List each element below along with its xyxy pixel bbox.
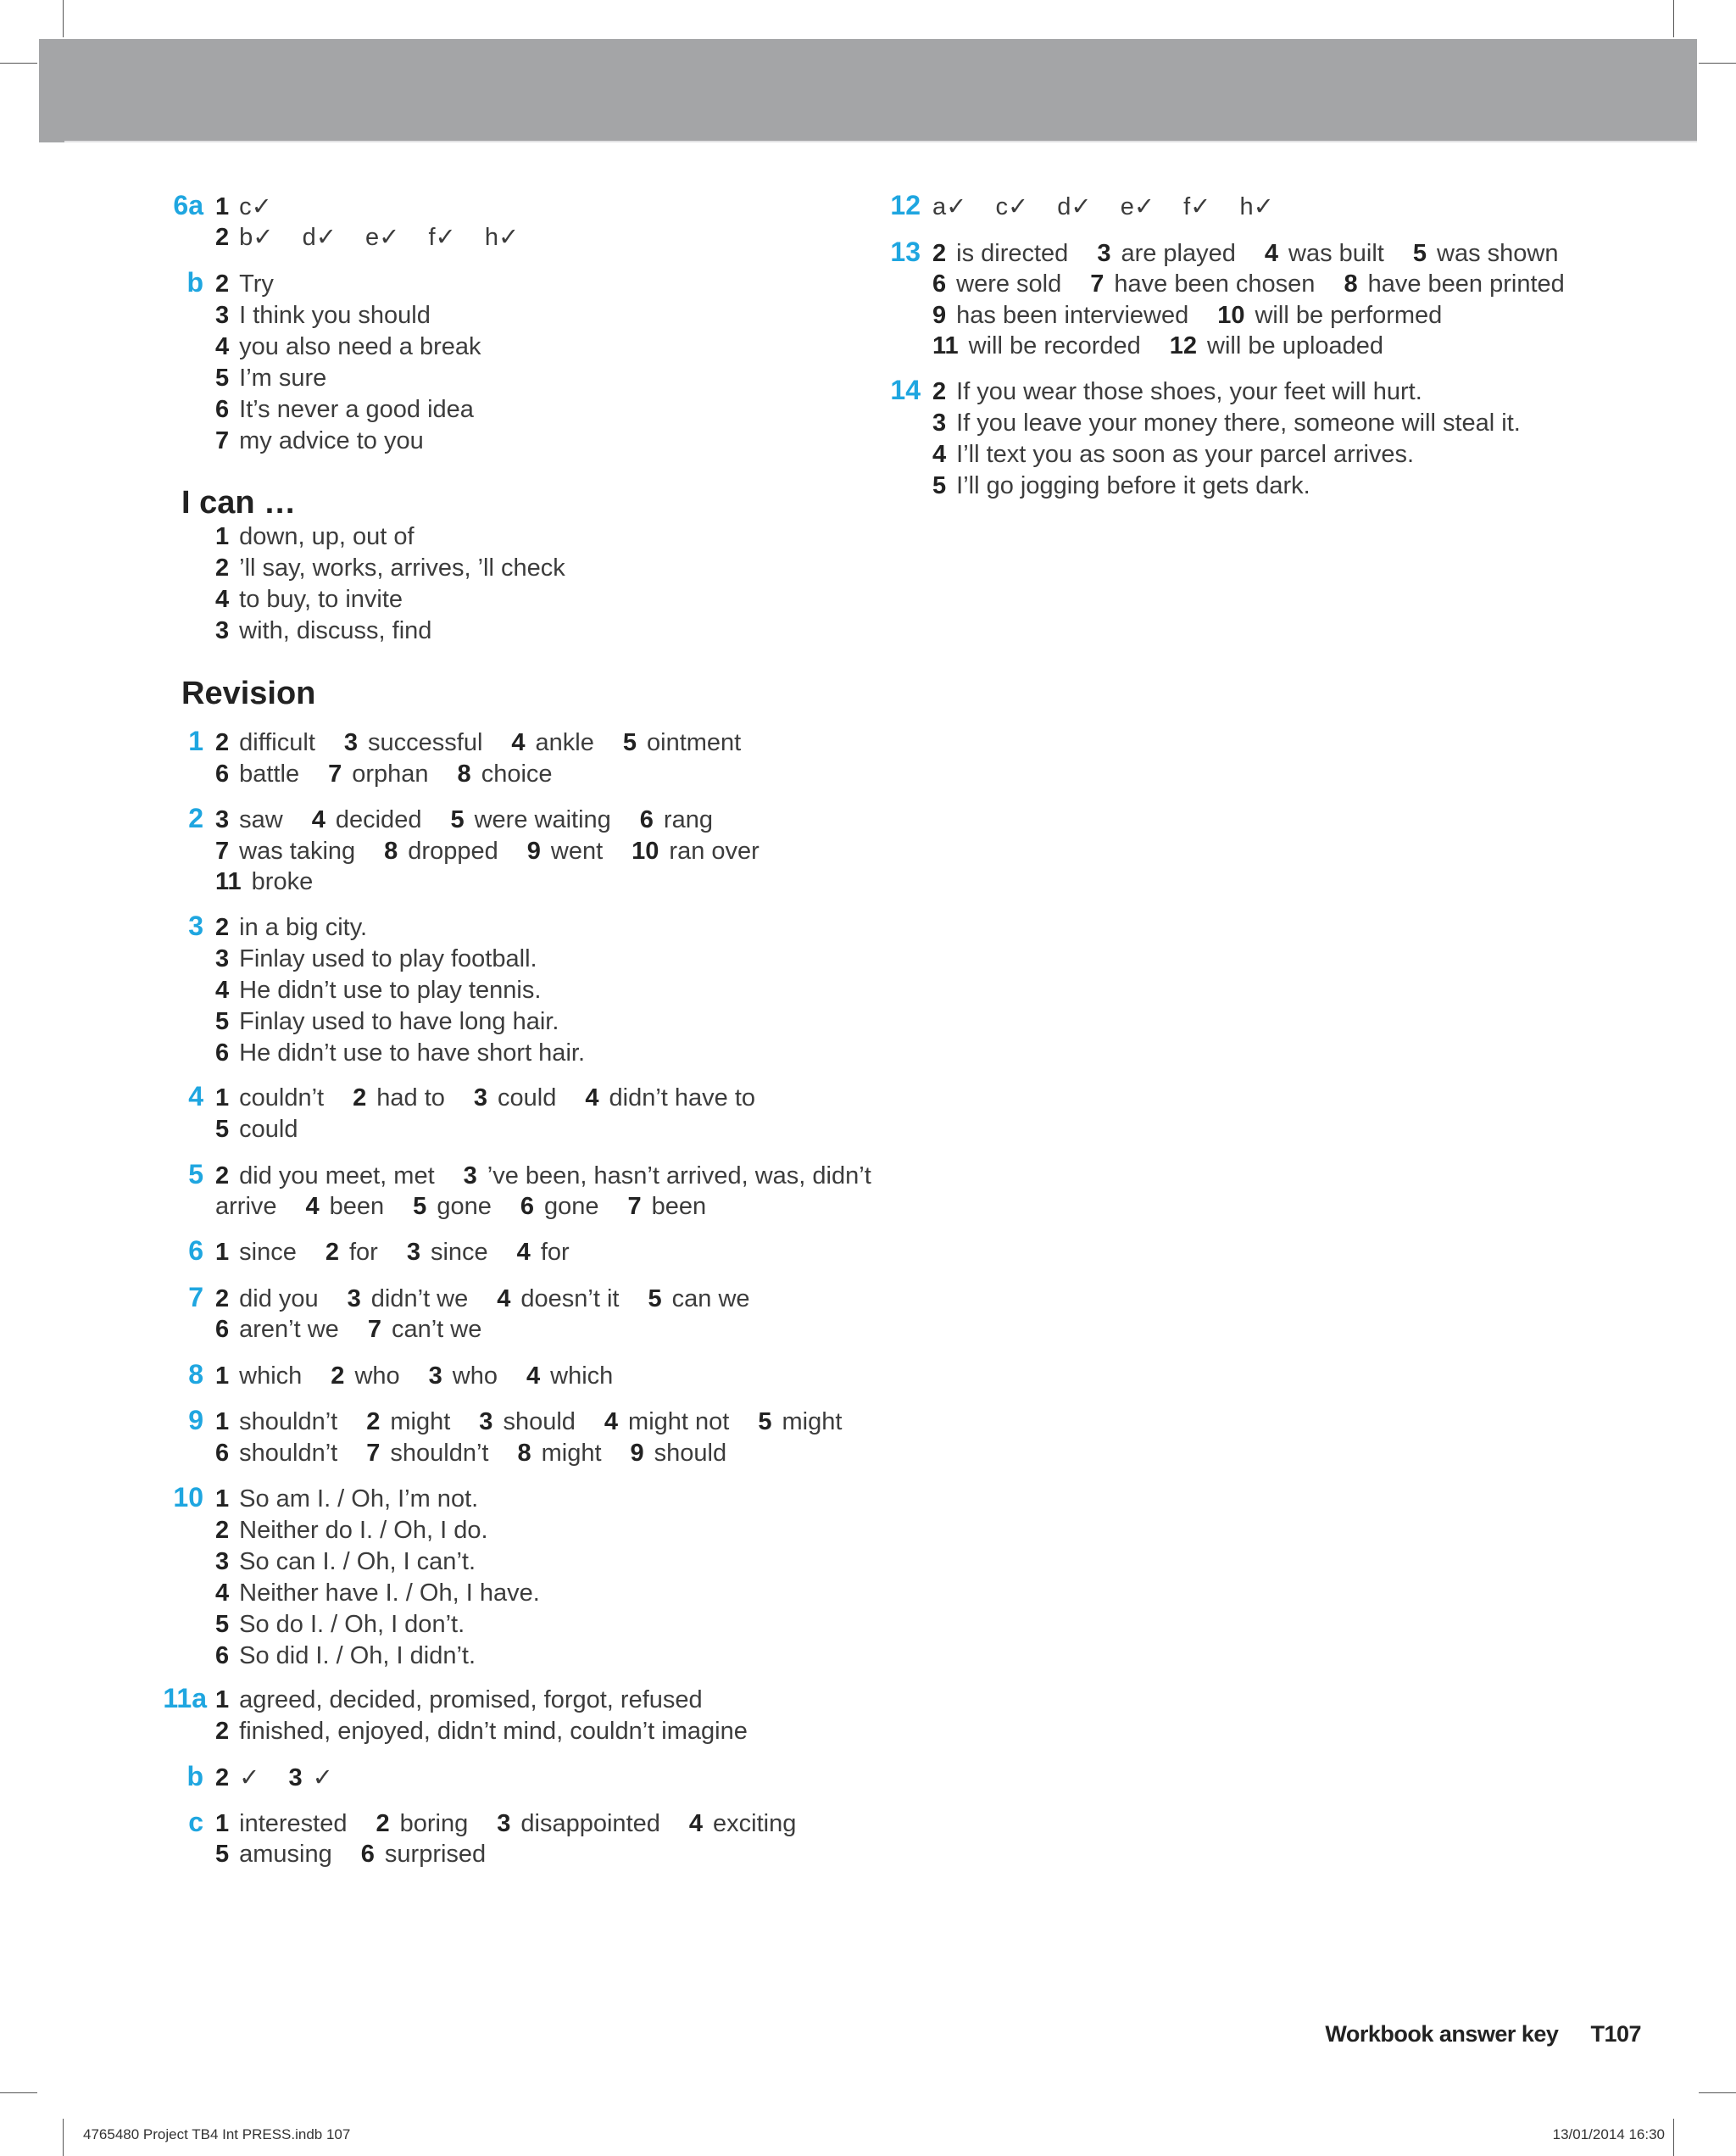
item-number: 8 bbox=[517, 1440, 531, 1467]
answer-row bbox=[215, 1839, 515, 1869]
answer-row bbox=[215, 363, 355, 393]
answer-text: So do I. / Oh, I don’t. bbox=[239, 1611, 465, 1638]
answer-row bbox=[215, 1685, 732, 1715]
answer-text: have been printed bbox=[1367, 270, 1565, 298]
item-number: 5 bbox=[932, 472, 947, 499]
answer-text: d✓ bbox=[302, 224, 337, 251]
answer-row bbox=[215, 912, 396, 943]
exercise-number: 5 bbox=[188, 1159, 203, 1189]
revision-heading: Revision bbox=[181, 676, 316, 711]
answer-row bbox=[215, 1006, 587, 1037]
answer-row bbox=[932, 408, 1550, 438]
answer-text: might bbox=[782, 1408, 843, 1435]
answer-row bbox=[215, 1161, 900, 1191]
answer-text: shouldn’t bbox=[390, 1440, 489, 1467]
answer-text: b✓ bbox=[239, 224, 274, 251]
answer-row bbox=[932, 439, 1443, 470]
answer-row bbox=[215, 1407, 871, 1437]
item-number: 2 bbox=[215, 554, 230, 582]
print-slug-date: 13/01/2014 16:30 bbox=[1552, 2126, 1665, 2142]
answer-row bbox=[215, 394, 503, 425]
crop-mark bbox=[1699, 2092, 1736, 2093]
item-number: 2 bbox=[932, 240, 947, 267]
answer-text: shouldn’t bbox=[239, 1408, 338, 1435]
item-number: 5 bbox=[1412, 240, 1427, 267]
answer-text: been bbox=[651, 1193, 707, 1220]
item-number: 4 bbox=[497, 1285, 511, 1312]
answer-text: you also need a break bbox=[239, 333, 481, 360]
item-number: 2 bbox=[932, 378, 947, 405]
exercise-number: 3 bbox=[188, 911, 203, 941]
item-number: 1 bbox=[215, 1485, 230, 1513]
answer-text: was built bbox=[1288, 240, 1384, 267]
item-number: 11 bbox=[932, 332, 959, 359]
exercise-number: 8 bbox=[188, 1359, 203, 1390]
exercise-number: c bbox=[188, 1807, 203, 1837]
item-number: 11 bbox=[215, 868, 242, 895]
answer-text: will be performed bbox=[1255, 302, 1443, 329]
item-number: 6 bbox=[639, 806, 654, 833]
answer-text: I’m sure bbox=[239, 365, 327, 392]
answer-row bbox=[215, 759, 581, 789]
answer-text: might bbox=[541, 1440, 602, 1467]
answer-text: has been interviewed bbox=[956, 302, 1189, 329]
answer-text: is directed bbox=[956, 240, 1069, 267]
answer-text: was taking bbox=[239, 838, 356, 865]
item-number: 2 bbox=[353, 1084, 367, 1111]
answer-row bbox=[215, 1609, 493, 1640]
answer-text: boring bbox=[399, 1810, 469, 1837]
item-number: 4 bbox=[1264, 240, 1279, 267]
item-number: 6 bbox=[215, 396, 230, 423]
item-number: 1 bbox=[215, 1239, 230, 1266]
answer-text: who bbox=[452, 1362, 498, 1390]
answer-text: Neither have I. / Oh, I have. bbox=[239, 1579, 540, 1607]
answer-text: I think you should bbox=[239, 302, 431, 329]
crop-mark bbox=[1673, 2119, 1674, 2156]
item-number: 6 bbox=[215, 1440, 230, 1467]
answer-row bbox=[932, 471, 1339, 501]
answer-text: Neither do I. / Oh, I do. bbox=[239, 1517, 488, 1544]
item-number: 4 bbox=[215, 1579, 230, 1607]
item-number: 3 bbox=[932, 409, 947, 437]
item-number: 7 bbox=[367, 1316, 381, 1343]
answer-row bbox=[215, 1641, 504, 1671]
answer-text: since bbox=[239, 1239, 297, 1266]
answer-row bbox=[215, 1038, 614, 1068]
answer-text: c✓ bbox=[995, 193, 1029, 220]
answer-row bbox=[215, 1191, 735, 1222]
item-number: 6 bbox=[215, 1039, 230, 1067]
item-number: 5 bbox=[648, 1285, 662, 1312]
answer-text: since bbox=[430, 1239, 488, 1266]
answer-text: my advice to you bbox=[239, 427, 424, 454]
answer-text: ✓ bbox=[312, 1764, 333, 1791]
answer-text: can’t we bbox=[391, 1316, 482, 1343]
item-number: 1 bbox=[215, 1686, 230, 1713]
answer-text: could bbox=[498, 1084, 557, 1111]
item-number: 7 bbox=[328, 760, 342, 788]
item-number: 5 bbox=[215, 1611, 230, 1638]
item-number: 3 bbox=[347, 1285, 361, 1312]
page-footer bbox=[1325, 2021, 1641, 2047]
item-number: 5 bbox=[215, 365, 230, 392]
footer-title: Workbook answer key bbox=[1325, 2021, 1559, 2047]
item-number: 8 bbox=[384, 838, 398, 865]
answer-text: saw bbox=[239, 806, 283, 833]
item-number: 6 bbox=[520, 1193, 534, 1220]
answer-text: might bbox=[390, 1408, 451, 1435]
item-number: 4 bbox=[688, 1810, 704, 1837]
answer-text: didn’t have to bbox=[609, 1084, 756, 1111]
item-number: 6 bbox=[215, 760, 230, 788]
answer-text: didn’t we bbox=[370, 1285, 469, 1312]
answer-row bbox=[215, 1578, 569, 1608]
answer-row bbox=[932, 376, 1451, 407]
item-number: 7 bbox=[215, 838, 230, 865]
answer-text: c✓ bbox=[239, 193, 272, 220]
answer-row bbox=[215, 1808, 825, 1839]
answer-text: Try bbox=[239, 270, 274, 298]
answer-row bbox=[215, 1114, 326, 1145]
answer-text: a✓ bbox=[932, 193, 967, 220]
answer-row bbox=[215, 866, 342, 897]
i-can-heading: I can … bbox=[181, 485, 297, 521]
answer-row bbox=[215, 1284, 779, 1314]
item-number: 2 bbox=[215, 224, 230, 251]
answer-text: If you wear those shoes, your feet will hurt. bbox=[956, 378, 1422, 405]
answer-text: I’ll text you as soon as your parcel arrives. bbox=[956, 441, 1415, 468]
answer-text: e✓ bbox=[1120, 193, 1155, 220]
answer-text: ointment bbox=[647, 729, 742, 756]
crop-mark bbox=[63, 2119, 64, 2156]
answer-row bbox=[215, 1716, 776, 1747]
answer-text: with, discuss, find bbox=[239, 617, 432, 644]
exercise-number: b bbox=[186, 1761, 203, 1791]
item-number: 5 bbox=[215, 1008, 230, 1035]
answer-row bbox=[215, 1237, 598, 1267]
answer-text: finished, enjoyed, didn’t mind, couldn’t imagine bbox=[239, 1718, 748, 1745]
item-number: 2 bbox=[215, 914, 230, 941]
answer-text: been bbox=[329, 1193, 385, 1220]
answer-text: amusing bbox=[239, 1841, 332, 1868]
answer-text: will be uploaded bbox=[1207, 332, 1384, 359]
answer-text: orphan bbox=[352, 760, 429, 788]
answer-text: arrive bbox=[215, 1193, 277, 1220]
item-number: 3 bbox=[215, 617, 230, 644]
answer-row bbox=[215, 1515, 517, 1546]
answer-text: are played bbox=[1121, 240, 1236, 267]
item-number: 3 bbox=[288, 1764, 303, 1791]
item-number: 2 bbox=[366, 1408, 381, 1435]
exercise-number: 2 bbox=[188, 803, 203, 833]
answer-text: exciting bbox=[713, 1810, 797, 1837]
item-number: 2 bbox=[331, 1362, 345, 1390]
item-number: 5 bbox=[215, 1841, 230, 1868]
exercise-number: 13 bbox=[890, 237, 921, 267]
item-number: 5 bbox=[758, 1408, 772, 1435]
item-number: 4 bbox=[305, 1193, 320, 1220]
item-number: 3 bbox=[428, 1362, 442, 1390]
answer-text: might not bbox=[628, 1408, 730, 1435]
answer-row bbox=[215, 521, 443, 552]
answer-text: dropped bbox=[408, 838, 498, 865]
answer-text: ankle bbox=[535, 729, 594, 756]
answer-text: disappointed bbox=[520, 1810, 660, 1837]
answer-text: So am I. / Oh, I’m not. bbox=[239, 1485, 479, 1513]
item-number: 5 bbox=[622, 729, 637, 756]
answer-text: couldn’t bbox=[239, 1084, 325, 1111]
item-number: 9 bbox=[526, 838, 541, 865]
item-number: 12 bbox=[1169, 332, 1198, 359]
answer-row bbox=[215, 426, 453, 456]
item-number: 7 bbox=[627, 1193, 642, 1220]
item-number: 5 bbox=[215, 1116, 230, 1143]
item-number: 7 bbox=[1090, 270, 1104, 298]
item-number: 4 bbox=[604, 1408, 619, 1435]
item-number: 6 bbox=[215, 1316, 230, 1343]
item-number: 3 bbox=[473, 1084, 488, 1111]
answer-row bbox=[215, 1546, 504, 1577]
item-number: 3 bbox=[215, 945, 230, 972]
answer-text: doesn’t it bbox=[520, 1285, 620, 1312]
answer-row bbox=[215, 944, 566, 974]
item-number: 3 bbox=[463, 1162, 477, 1189]
item-number: 1 bbox=[215, 1084, 230, 1111]
answer-row bbox=[215, 975, 570, 1006]
item-number: 6 bbox=[360, 1841, 375, 1868]
answer-text: It’s never a good idea bbox=[239, 396, 474, 423]
answer-text: I’ll go jogging before it gets dark. bbox=[956, 472, 1310, 499]
answer-text: in a big city. bbox=[239, 914, 368, 941]
item-number: 10 bbox=[632, 838, 659, 865]
answer-text: f✓ bbox=[428, 224, 456, 251]
item-number: 6 bbox=[932, 270, 947, 298]
answer-text: ✓ bbox=[239, 1764, 260, 1791]
item-number: 1 bbox=[215, 523, 230, 550]
answer-text: He didn’t use to play tennis. bbox=[239, 977, 542, 1004]
answer-row bbox=[215, 584, 431, 615]
item-number: 2 bbox=[215, 1764, 230, 1791]
answer-text: battle bbox=[239, 760, 300, 788]
item-number: 4 bbox=[215, 333, 230, 360]
item-number: 9 bbox=[630, 1440, 644, 1467]
answer-text: ran over bbox=[669, 838, 760, 865]
item-number: 3 bbox=[1097, 240, 1111, 267]
answer-text: difficult bbox=[239, 729, 315, 756]
answer-text: should bbox=[503, 1408, 576, 1435]
item-number: 7 bbox=[215, 427, 230, 454]
answer-text: will be recorded bbox=[968, 332, 1141, 359]
answer-text: ’ll say, works, arrives, ’ll check bbox=[239, 554, 565, 582]
answer-text: surprised bbox=[384, 1841, 487, 1868]
item-number: 3 bbox=[343, 729, 359, 756]
answer-row bbox=[215, 553, 594, 583]
answer-text: If you leave your money there, someone will steal it. bbox=[956, 409, 1521, 437]
exercise-number: 6 bbox=[188, 1235, 203, 1266]
answer-text: down, up, out of bbox=[239, 523, 415, 550]
answer-text: to buy, to invite bbox=[239, 586, 403, 613]
item-number: 1 bbox=[215, 193, 230, 220]
item-number: 1 bbox=[215, 1408, 230, 1435]
item-number: 4 bbox=[932, 441, 947, 468]
item-number: 4 bbox=[511, 729, 526, 756]
item-number: 3 bbox=[479, 1408, 493, 1435]
item-number: 10 bbox=[1217, 302, 1245, 329]
item-number: 3 bbox=[215, 302, 230, 329]
answer-text: agreed, decided, promised, forgot, refused bbox=[239, 1686, 703, 1713]
header-band bbox=[39, 39, 1697, 142]
answer-text: for bbox=[540, 1239, 570, 1266]
answer-row bbox=[215, 269, 303, 299]
answer-text: decided bbox=[335, 806, 422, 833]
answer-text: did you bbox=[239, 1285, 319, 1312]
answer-row bbox=[215, 1083, 784, 1113]
answer-text: was shown bbox=[1437, 240, 1559, 267]
item-number: 4 bbox=[526, 1362, 541, 1390]
answer-row bbox=[932, 331, 1412, 361]
answer-text: rang bbox=[663, 806, 713, 833]
answer-text: broke bbox=[251, 868, 314, 895]
answer-text: which bbox=[239, 1362, 303, 1390]
answer-row bbox=[215, 192, 301, 222]
answer-text: d✓ bbox=[1057, 193, 1092, 220]
answer-row bbox=[215, 727, 770, 758]
exercise-number: 1 bbox=[188, 726, 203, 756]
item-number: 4 bbox=[516, 1239, 531, 1266]
answer-text: h✓ bbox=[484, 224, 520, 251]
answer-text: ’ve been, hasn’t arrived, was, didn’t bbox=[487, 1162, 871, 1189]
item-number: 2 bbox=[215, 1162, 230, 1189]
item-number: 5 bbox=[450, 806, 465, 833]
answer-text: So can I. / Oh, I can’t. bbox=[239, 1548, 476, 1575]
crop-mark bbox=[63, 0, 64, 37]
answer-row bbox=[932, 300, 1471, 331]
answer-text: Finlay used to play football. bbox=[239, 945, 537, 972]
answer-text: can we bbox=[671, 1285, 750, 1312]
answer-row bbox=[215, 331, 510, 362]
answer-row bbox=[215, 1361, 642, 1391]
item-number: 3 bbox=[215, 1548, 230, 1575]
page-number: T107 bbox=[1590, 2021, 1641, 2047]
answer-text: should bbox=[654, 1440, 727, 1467]
answer-row bbox=[215, 1484, 507, 1514]
exercise-number: 12 bbox=[890, 190, 921, 220]
answer-row bbox=[215, 1438, 755, 1468]
exercise-number: 4 bbox=[188, 1081, 203, 1111]
answer-text: did you meet, met bbox=[239, 1162, 435, 1189]
answer-text: successful bbox=[368, 729, 483, 756]
item-number: 2 bbox=[325, 1239, 339, 1266]
answer-text: So did I. / Oh, I didn’t. bbox=[239, 1642, 476, 1669]
item-number: 3 bbox=[215, 806, 230, 833]
exercise-number: 7 bbox=[188, 1282, 203, 1312]
item-number: 1 bbox=[215, 1362, 230, 1390]
exercise-number: b bbox=[186, 267, 203, 298]
crop-mark bbox=[0, 2092, 37, 2093]
answer-text: shouldn’t bbox=[239, 1440, 338, 1467]
item-number: 3 bbox=[406, 1239, 420, 1266]
answer-row bbox=[932, 192, 1303, 222]
answer-row bbox=[932, 269, 1594, 299]
answer-text: aren’t we bbox=[239, 1316, 339, 1343]
exercise-number: 14 bbox=[890, 375, 921, 405]
answer-row bbox=[932, 238, 1587, 269]
answer-text: could bbox=[239, 1116, 298, 1143]
answer-row bbox=[215, 300, 459, 331]
answer-row bbox=[215, 836, 788, 866]
answer-text: were waiting bbox=[474, 806, 611, 833]
item-number: 4 bbox=[215, 977, 230, 1004]
answer-text: for bbox=[348, 1239, 378, 1266]
exercise-number: 6a bbox=[173, 190, 203, 220]
item-number: 4 bbox=[585, 1084, 599, 1111]
answer-row bbox=[215, 1314, 510, 1345]
item-number: 2 bbox=[376, 1810, 390, 1837]
answer-text: He didn’t use to have short hair. bbox=[239, 1039, 585, 1067]
answer-row bbox=[215, 222, 548, 253]
item-number: 8 bbox=[1344, 270, 1358, 298]
exercise-number: 11a bbox=[163, 1683, 207, 1713]
item-number: 1 bbox=[215, 1810, 230, 1837]
crop-mark bbox=[0, 63, 37, 64]
item-number: 6 bbox=[215, 1642, 230, 1669]
answer-text: gone bbox=[437, 1193, 492, 1220]
item-number: 2 bbox=[215, 729, 230, 756]
answer-row bbox=[215, 1763, 362, 1793]
item-number: 2 bbox=[215, 1517, 230, 1544]
item-number: 7 bbox=[366, 1440, 381, 1467]
answer-text: have been chosen bbox=[1114, 270, 1316, 298]
item-number: 4 bbox=[215, 586, 230, 613]
item-number: 5 bbox=[413, 1193, 427, 1220]
answer-text: interested bbox=[239, 1810, 348, 1837]
answer-row bbox=[215, 616, 460, 646]
item-number: 2 bbox=[215, 1285, 230, 1312]
crop-mark bbox=[1673, 0, 1674, 37]
answer-text: gone bbox=[543, 1193, 599, 1220]
item-number: 2 bbox=[215, 270, 230, 298]
item-number: 2 bbox=[215, 1718, 230, 1745]
header-band-rule bbox=[64, 141, 1697, 142]
item-number: 9 bbox=[932, 302, 947, 329]
answer-text: e✓ bbox=[365, 224, 400, 251]
answer-text: were sold bbox=[956, 270, 1062, 298]
answer-text: f✓ bbox=[1183, 193, 1211, 220]
answer-text: who bbox=[354, 1362, 400, 1390]
answer-row bbox=[215, 805, 742, 835]
print-slug-file: 4765480 Project TB4 Int PRESS.indb 107 bbox=[83, 2126, 351, 2142]
answer-text: Finlay used to have long hair. bbox=[239, 1008, 559, 1035]
answer-text: choice bbox=[481, 760, 553, 788]
answer-text: went bbox=[550, 838, 604, 865]
exercise-number: 10 bbox=[173, 1482, 203, 1513]
crop-mark bbox=[1699, 63, 1736, 64]
item-number: 4 bbox=[311, 806, 326, 833]
answer-text: h✓ bbox=[1239, 193, 1274, 220]
item-number: 8 bbox=[457, 760, 471, 788]
exercise-number: 9 bbox=[188, 1405, 203, 1435]
item-number: 3 bbox=[497, 1810, 511, 1837]
answer-text: had to bbox=[376, 1084, 445, 1111]
answer-text: which bbox=[550, 1362, 614, 1390]
